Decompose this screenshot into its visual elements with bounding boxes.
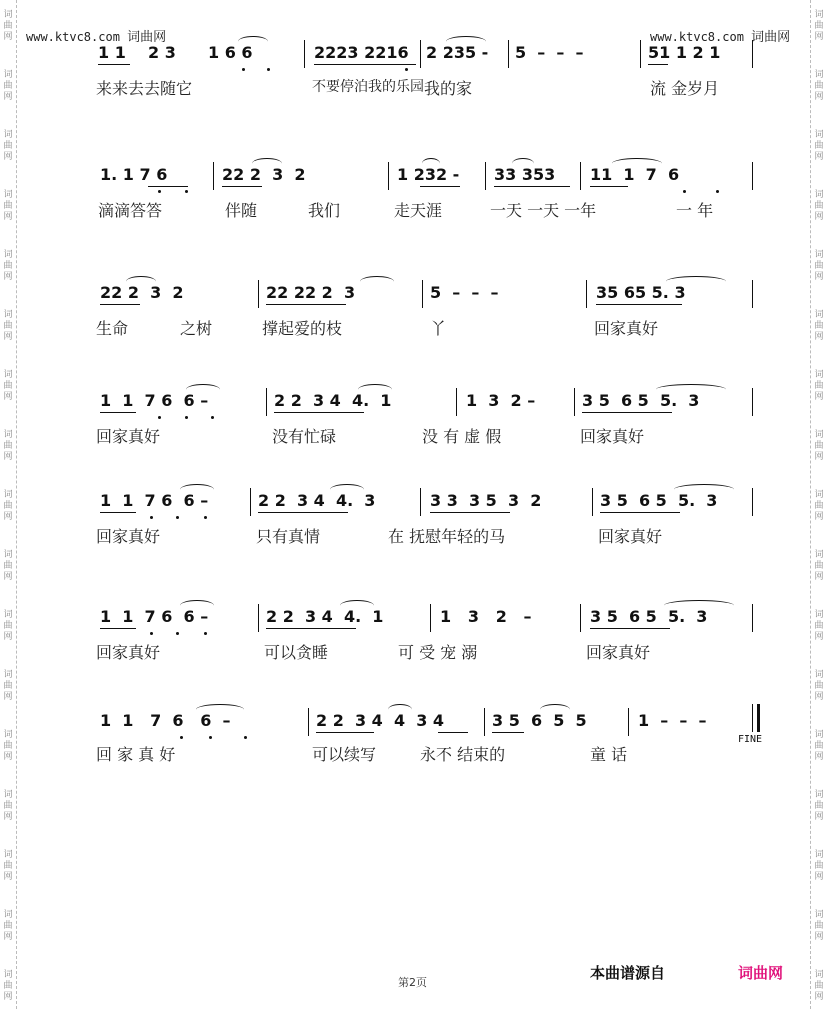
underline bbox=[582, 412, 672, 413]
underline bbox=[596, 304, 682, 305]
lyric: 可以续写 bbox=[312, 745, 377, 764]
lyric: 在 抚慰年轻的马 bbox=[388, 527, 506, 546]
notes-segment: 1 3 2 – bbox=[466, 391, 536, 410]
low-dot bbox=[176, 632, 179, 635]
score-row bbox=[0, 388, 830, 468]
barline bbox=[752, 488, 753, 516]
notes-segment: 1 1 7 6 6 – bbox=[100, 491, 209, 510]
notes-segment: 1 1 7 6 6 – bbox=[100, 391, 209, 410]
barline bbox=[752, 280, 753, 308]
underline bbox=[222, 186, 262, 187]
side-watermark-label: 词曲网 bbox=[814, 190, 824, 222]
tie-arc bbox=[180, 600, 214, 611]
notes-segment: 5 – – – bbox=[515, 43, 584, 62]
barline bbox=[580, 604, 581, 632]
underline bbox=[438, 732, 468, 733]
lyric: 回家真好 bbox=[594, 319, 659, 338]
side-watermark-label: 词曲网 bbox=[814, 610, 824, 642]
lyric: 一 年 bbox=[676, 201, 714, 220]
side-watermark-label: 词曲网 bbox=[3, 370, 13, 402]
barline bbox=[258, 280, 259, 308]
barline bbox=[580, 162, 581, 190]
side-watermark-label: 词曲网 bbox=[3, 670, 13, 702]
source-site: 词曲网 bbox=[738, 964, 784, 982]
side-watermark-label: 词曲网 bbox=[3, 730, 13, 762]
side-watermark-label: 词曲网 bbox=[3, 130, 13, 162]
barline bbox=[752, 604, 753, 632]
side-watermark-label: 词曲网 bbox=[814, 370, 824, 402]
notes-segment: 33 353 bbox=[494, 165, 556, 184]
barline bbox=[304, 40, 305, 68]
lyric: 回家真好 bbox=[586, 643, 651, 662]
low-dot bbox=[158, 190, 161, 193]
barline bbox=[388, 162, 389, 190]
low-dot bbox=[150, 632, 153, 635]
notes-segment: 5 – – – bbox=[430, 283, 499, 302]
underline bbox=[258, 512, 348, 513]
tie-arc bbox=[422, 158, 440, 169]
source-label: 本曲谱源自 bbox=[590, 964, 666, 982]
lyric: 流 金岁月 bbox=[650, 79, 720, 98]
notes-segment: 2223 2216 bbox=[314, 43, 409, 62]
page-number: 第2页 bbox=[398, 976, 427, 989]
side-watermark-label: 词曲网 bbox=[814, 550, 824, 582]
notes-segment: 1 6 6 bbox=[208, 43, 253, 62]
barline bbox=[586, 280, 587, 308]
tie-arc bbox=[664, 600, 734, 611]
barline bbox=[752, 162, 753, 190]
notes-segment: 1 1 bbox=[98, 43, 126, 62]
barline bbox=[258, 604, 259, 632]
lyric: 回家真好 bbox=[96, 527, 161, 546]
side-watermark-label: 词曲网 bbox=[814, 790, 824, 822]
tie-arc bbox=[512, 158, 534, 169]
lyric: 童 话 bbox=[590, 745, 628, 764]
side-watermark-label: 词曲网 bbox=[814, 430, 824, 462]
score-row bbox=[0, 162, 830, 242]
notes-segment: 1 – – – bbox=[638, 711, 707, 730]
underline bbox=[316, 732, 374, 733]
notes-segment: 1. 1 7 6 bbox=[100, 165, 168, 184]
lyric: 我的家 bbox=[424, 79, 473, 98]
low-dot bbox=[244, 736, 247, 739]
low-dot bbox=[150, 516, 153, 519]
lyric: 可 受 宠 溺 bbox=[398, 643, 478, 662]
low-dot bbox=[683, 190, 686, 193]
notes-segment: 1 1 7 6 6 – bbox=[100, 711, 231, 730]
tie-arc bbox=[330, 484, 364, 495]
barline bbox=[484, 708, 485, 736]
notes-segment: 1 1 7 6 6 – bbox=[100, 607, 209, 626]
score-row bbox=[0, 280, 830, 360]
low-dot bbox=[716, 190, 719, 193]
side-watermark-label: 词曲网 bbox=[3, 850, 13, 882]
notes-segment: 2 2 3 4 4 3 4 bbox=[316, 711, 445, 730]
notes-segment: 51 1 2 1 bbox=[648, 43, 721, 62]
underline bbox=[266, 628, 356, 629]
side-watermark-label: 词曲网 bbox=[814, 970, 824, 1002]
underline bbox=[100, 412, 136, 413]
barline bbox=[213, 162, 214, 190]
side-watermark-label: 词曲网 bbox=[3, 70, 13, 102]
tie-arc bbox=[360, 276, 394, 287]
final-barline-thin bbox=[752, 704, 753, 732]
barline bbox=[628, 708, 629, 736]
tie-arc bbox=[186, 384, 220, 395]
lyric: 生命 bbox=[96, 319, 129, 338]
low-dot bbox=[204, 516, 207, 519]
notes-segment: 2 2 3 4 4. 3 bbox=[258, 491, 376, 510]
lyric: 可以贪睡 bbox=[264, 643, 329, 662]
lyric: 伴随 bbox=[225, 201, 258, 220]
barline bbox=[420, 40, 421, 68]
watermark-site: 词曲网 bbox=[127, 30, 167, 45]
side-watermark-label: 词曲网 bbox=[814, 910, 824, 942]
notes-segment: 3 5 6 5 5. 3 bbox=[582, 391, 700, 410]
barline bbox=[250, 488, 251, 516]
notes-segment: 2 235 - bbox=[426, 43, 489, 62]
barline bbox=[574, 388, 575, 416]
notes-segment: 2 2 3 4 4. 1 bbox=[266, 607, 384, 626]
score-row bbox=[0, 708, 830, 788]
lyric: 一天 一天 一年 bbox=[490, 201, 597, 220]
underline bbox=[430, 512, 510, 513]
side-watermark-label: 词曲网 bbox=[3, 790, 13, 822]
side-watermark-label: 词曲网 bbox=[814, 10, 824, 42]
lyric: 走天涯 bbox=[394, 201, 443, 220]
barline bbox=[640, 40, 641, 68]
barline bbox=[592, 488, 593, 516]
notes-segment: 22 22 2 3 bbox=[266, 283, 356, 302]
notes-segment: 1 3 2 – bbox=[440, 607, 532, 626]
side-watermark-label: 词曲网 bbox=[3, 430, 13, 462]
barline bbox=[485, 162, 486, 190]
lyric: 之树 bbox=[180, 319, 213, 338]
tie-arc bbox=[666, 276, 726, 287]
low-dot bbox=[405, 68, 408, 71]
tie-arc bbox=[674, 484, 734, 495]
watermark-site: 词曲网 bbox=[751, 30, 791, 45]
low-dot bbox=[267, 68, 270, 71]
score-row bbox=[0, 40, 830, 120]
watermark-url: www.ktvc8.com bbox=[650, 30, 744, 44]
tie-arc bbox=[126, 276, 156, 287]
lyric: 撑起爱的枝 bbox=[262, 319, 343, 338]
underline bbox=[492, 732, 524, 733]
barline bbox=[508, 40, 509, 68]
low-dot bbox=[176, 516, 179, 519]
tie-arc bbox=[446, 36, 486, 47]
barline bbox=[752, 40, 753, 68]
underline bbox=[590, 186, 628, 187]
barline bbox=[422, 280, 423, 308]
low-dot bbox=[211, 416, 214, 419]
side-watermark-label: 词曲网 bbox=[3, 250, 13, 282]
lyric: 丫 bbox=[430, 319, 447, 338]
lyric: 回家真好 bbox=[96, 427, 161, 446]
final-barline-thick bbox=[757, 704, 760, 732]
side-watermark-label: 词曲网 bbox=[814, 670, 824, 702]
low-dot bbox=[204, 632, 207, 635]
tie-arc bbox=[612, 158, 662, 169]
underline bbox=[648, 64, 668, 65]
low-dot bbox=[180, 736, 183, 739]
notes-segment: 3 3 3 5 3 2 bbox=[430, 491, 542, 510]
side-watermark-label: 词曲网 bbox=[3, 10, 13, 42]
underline bbox=[148, 186, 188, 187]
barline bbox=[752, 388, 753, 416]
lyric: 回 家 真 好 bbox=[96, 745, 176, 764]
underline bbox=[420, 186, 460, 187]
tie-arc bbox=[358, 384, 392, 395]
low-dot bbox=[242, 68, 245, 71]
lyric: 滴滴答答 bbox=[98, 201, 163, 220]
side-watermark-label: 词曲网 bbox=[3, 910, 13, 942]
tie-arc bbox=[540, 704, 570, 715]
underline bbox=[314, 64, 416, 65]
barline bbox=[430, 604, 431, 632]
notes-segment: 22 2 3 2 bbox=[222, 165, 306, 184]
low-dot bbox=[185, 416, 188, 419]
lyric: 回家真好 bbox=[580, 427, 645, 446]
notes-segment: 3 5 6 5 5. 3 bbox=[600, 491, 718, 510]
side-watermark-label: 词曲网 bbox=[814, 490, 824, 522]
notes-segment: 2 2 3 4 4. 1 bbox=[274, 391, 392, 410]
underline bbox=[100, 628, 136, 629]
score-row bbox=[0, 488, 830, 568]
notes-segment: 3 5 6 5 5 bbox=[492, 711, 587, 730]
lyric: 只有真情 bbox=[256, 527, 321, 546]
side-watermark-label: 词曲网 bbox=[3, 970, 13, 1002]
underline bbox=[266, 304, 346, 305]
side-watermark-label: 词曲网 bbox=[814, 70, 824, 102]
low-dot bbox=[209, 736, 212, 739]
tie-arc bbox=[656, 384, 726, 395]
lyric: 没有忙碌 bbox=[272, 427, 337, 446]
lyric: 回家真好 bbox=[96, 643, 161, 662]
underline bbox=[600, 512, 680, 513]
underline bbox=[100, 512, 136, 513]
tie-arc bbox=[196, 704, 244, 715]
underline bbox=[100, 304, 140, 305]
barline bbox=[308, 708, 309, 736]
lyric: 不要停泊我的乐园 bbox=[312, 79, 424, 95]
low-dot bbox=[158, 416, 161, 419]
barline bbox=[456, 388, 457, 416]
underline bbox=[98, 64, 130, 65]
side-watermark-label: 词曲网 bbox=[3, 310, 13, 342]
side-watermark-label: 词曲网 bbox=[3, 550, 13, 582]
side-watermark-label: 词曲网 bbox=[814, 130, 824, 162]
lyric: 来来去去随它 bbox=[96, 79, 193, 98]
side-watermark-label: 词曲网 bbox=[3, 190, 13, 222]
barline bbox=[266, 388, 267, 416]
lyric: 回家真好 bbox=[598, 527, 663, 546]
notes-segment: 22 2 3 2 bbox=[100, 283, 184, 302]
notes-segment: 1 232 - bbox=[397, 165, 460, 184]
side-watermark-label: 词曲网 bbox=[814, 310, 824, 342]
tie-arc bbox=[238, 36, 268, 47]
underline bbox=[494, 186, 570, 187]
watermark-url: www.ktvc8.com bbox=[26, 30, 120, 44]
notes-segment: 2 3 bbox=[148, 43, 176, 62]
side-watermark-label: 词曲网 bbox=[3, 610, 13, 642]
notes-segment: 35 65 5. 3 bbox=[596, 283, 686, 302]
tie-arc bbox=[252, 158, 282, 169]
lyric: 没 有 虚 假 bbox=[422, 427, 502, 446]
score-row bbox=[0, 604, 830, 684]
notes-segment: 3 5 6 5 5. 3 bbox=[590, 607, 708, 626]
side-watermark-label: 词曲网 bbox=[814, 850, 824, 882]
tie-arc bbox=[340, 600, 374, 611]
lyric: 永不 结束的 bbox=[420, 745, 506, 764]
lyric: 我们 bbox=[308, 201, 341, 220]
side-watermark-label: 词曲网 bbox=[3, 490, 13, 522]
low-dot bbox=[185, 190, 188, 193]
underline bbox=[274, 412, 364, 413]
barline bbox=[420, 488, 421, 516]
side-watermark-label: 词曲网 bbox=[814, 250, 824, 282]
fine-mark: FINE bbox=[738, 734, 763, 745]
tie-arc bbox=[180, 484, 214, 495]
notes-segment: 11 1 7 6 bbox=[590, 165, 680, 184]
underline bbox=[590, 628, 670, 629]
tie-arc bbox=[388, 704, 412, 715]
side-watermark-label: 词曲网 bbox=[814, 730, 824, 762]
